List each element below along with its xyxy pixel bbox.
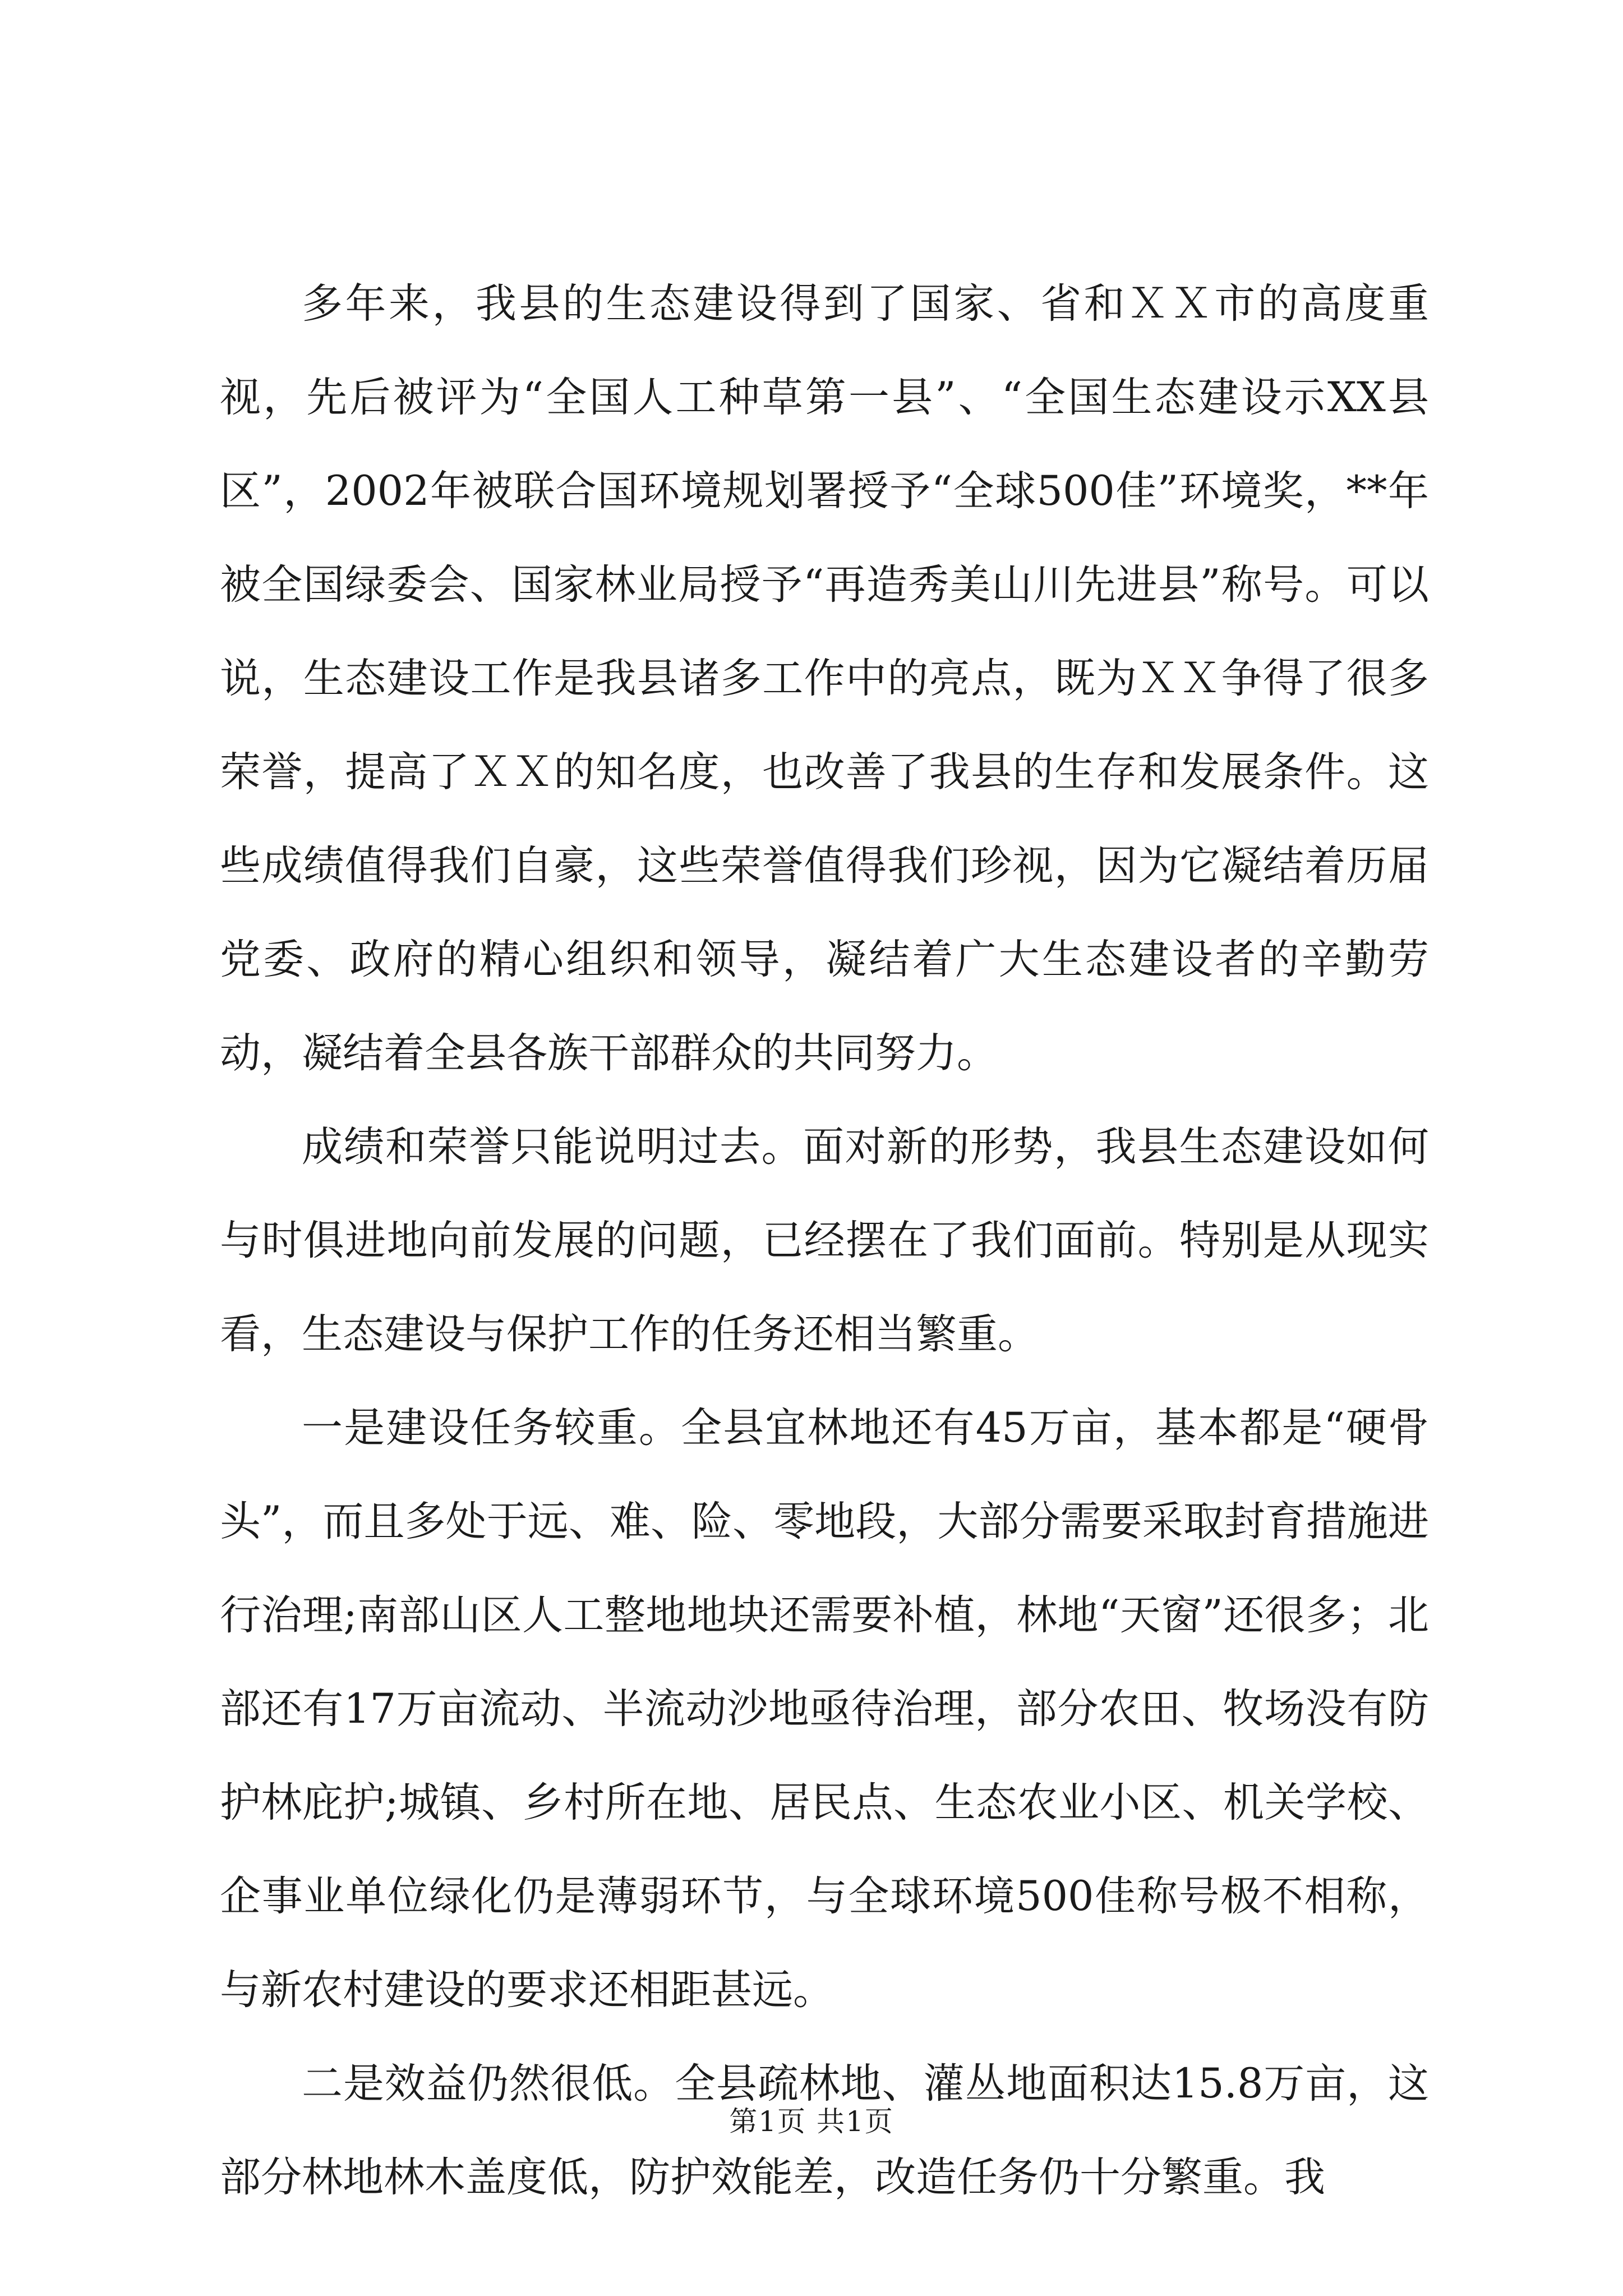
document-body <box>220 257 1429 2224</box>
paragraph-4: 二是效益仍然很低。全县疏林地、灌丛地面积达15.8万亩，这部分林地林木盖度低，防护效能差，改造任务仍十分繁重。我 <box>220 2060 1429 2201</box>
paragraph-2: 成绩和荣誉只能说明过去。面对新的形势，我县生态建设如何与时俱进地向前发展的问题，已经摆在了我们面前。特别是从现实看，生态建设与保护工作的任务还相当繁重。 <box>220 1123 1429 1358</box>
paragraph-3: 一是建设任务较重。全县宜林地还有45万亩，基本都是“硬骨头”，而且多处于远、难、险、零地段，大部分需要采取封育措施进行治理;南部山区人工整地地块还需要补植，林地“天窗”还很多；北部还有17万亩流动、半流动沙地亟待治理，部分农田、牧场没有防护林庇护;城镇、乡村所在地、居民点、生态农业小区、机关学校、企事业单位绿化仍是薄弱环节，与全球环境500佳称号极不相称，与新农村建设的要求还相距甚远。 <box>220 1404 1429 2014</box>
page-footer: 第1页 共1页 <box>729 2105 894 2138</box>
paragraph-1: 多年来，我县的生态建设得到了国家、省和ＸＸ市的高度重视，先后被评为“全国人工种草第一县”、“全国生态建设示XX县区”，2002年被联合国环境规划署授予“全球500佳”环境奖，**年被全国绿委会、国家林业局授予“再造秀美山川先进县”称号。可以说，生态建设工作是我县诸多工作中的亮点，既为ＸＸ争得了很多荣誉，提高了ＸＸ的知名度，也改善了我县的生存和发展条件。这些成绩值得我们自豪，这些荣誉值得我们珍视，因为它凝结着历届党委、政府的精心组织和领导，凝结着广大生态建设者的辛勤劳动，凝结着全县各族干部群众的共同努力。 <box>220 280 1429 1077</box>
